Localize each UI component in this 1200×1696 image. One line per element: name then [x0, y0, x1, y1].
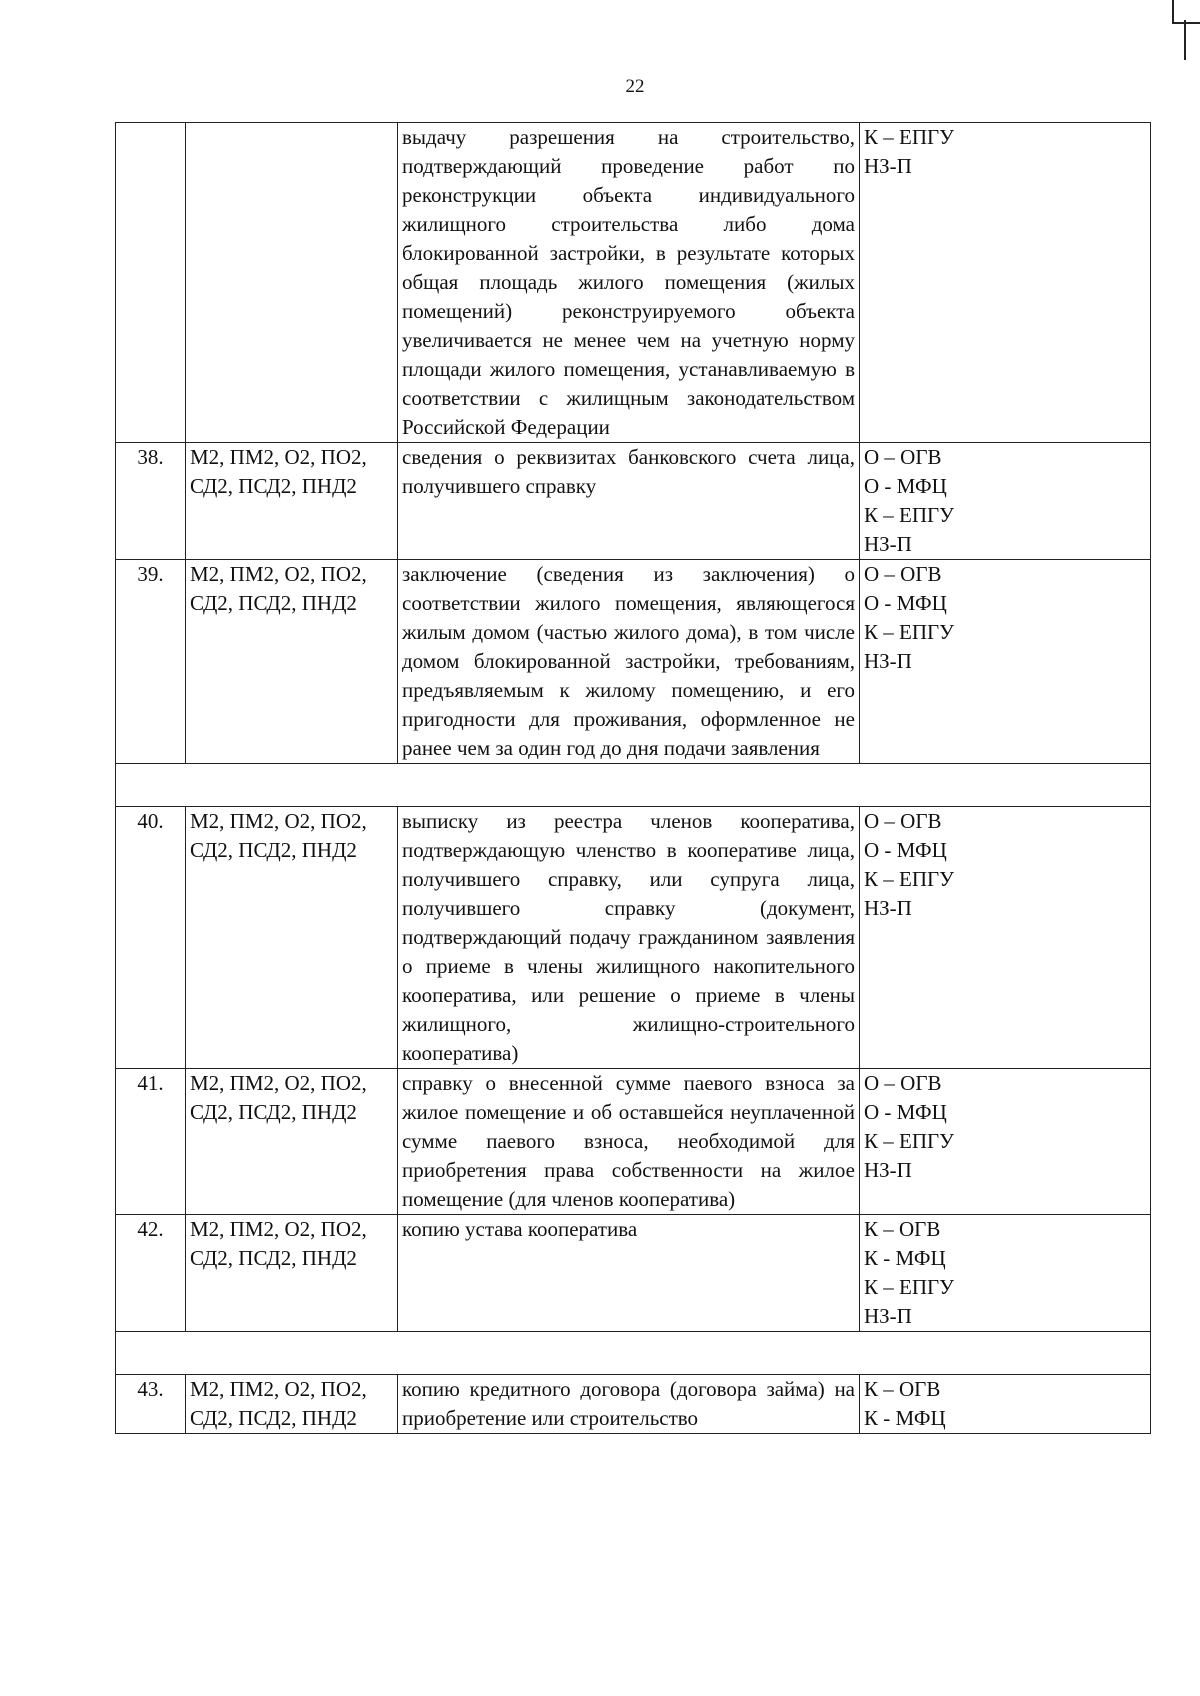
source-code: К – ЕПГУ	[864, 867, 955, 891]
row-sources	[860, 123, 1151, 443]
row-categories: М2, ПМ2, О2, ПО2, СД2, ПСД2, ПНД2	[186, 807, 398, 1069]
source-code: О - МФЦ	[864, 1100, 947, 1124]
row-number: 41.	[116, 1069, 186, 1215]
row-sources	[860, 1375, 1151, 1434]
source-code: НЗ-П	[864, 649, 912, 673]
row-categories: М2, ПМ2, О2, ПО2, СД2, ПСД2, ПНД2	[186, 1069, 398, 1215]
row-number: 39.	[116, 560, 186, 764]
source-code: К – ОГВ	[864, 1217, 941, 1241]
row-number	[116, 123, 186, 443]
row-document-description: выписку из реестра членов кооператива, подтверждающую членство в кооперативе лица, получившего справку, или супруга лица, получившего справку (документ, подтверждающий подачу гражданином заявления о приеме в члены жилищного накопительного кооператива, или решение о приеме в члены жилищного, жилищно-строительного кооператива)	[398, 807, 860, 1069]
row-categories: М2, ПМ2, О2, ПО2, СД2, ПСД2, ПНД2	[186, 1215, 398, 1332]
source-code: К – ЕПГУ	[864, 1129, 955, 1153]
source-code: НЗ-П	[864, 896, 912, 920]
source-code: К – ЕПГУ	[864, 503, 955, 527]
spacer-cell	[116, 764, 1151, 807]
source-code: К – ЕПГУ	[864, 1275, 955, 1299]
row-document-description: копию кредитного договора (договора займа) на приобретение или строительство	[398, 1375, 860, 1434]
row-number: 40.	[116, 807, 186, 1069]
source-code: О – ОГВ	[864, 562, 942, 586]
source-code: О - МФЦ	[864, 474, 947, 498]
table-spacer-row	[116, 1332, 1151, 1375]
source-code: НЗ-П	[864, 154, 912, 178]
row-sources	[860, 560, 1151, 764]
row-sources	[860, 1069, 1151, 1215]
table-spacer-row	[116, 764, 1151, 807]
row-categories: М2, ПМ2, О2, ПО2, СД2, ПСД2, ПНД2	[186, 1375, 398, 1434]
row-sources	[860, 807, 1151, 1069]
row-sources	[860, 1215, 1151, 1332]
table-row	[116, 1215, 1151, 1332]
table-row	[116, 123, 1151, 443]
source-code: К - МФЦ	[864, 1246, 946, 1270]
source-code: НЗ-П	[864, 1158, 912, 1182]
source-code: НЗ-П	[864, 1304, 912, 1328]
source-code: О – ОГВ	[864, 1071, 942, 1095]
source-code: К - МФЦ	[864, 1406, 946, 1430]
row-document-description: заключение (сведения из заключения) о соответствии жилого помещения, являющегося жилым домом (частью жилого дома), в том числе домом блокированной застройки, требованиям, предъявляемым к жилому помещению, и его пригодности для проживания, оформленное не ранее чем за один год до дня подачи заявления	[398, 560, 860, 764]
row-number: 38.	[116, 443, 186, 560]
source-code: О - МФЦ	[864, 838, 947, 862]
source-code: О – ОГВ	[864, 809, 942, 833]
page-number: 22	[625, 76, 645, 97]
source-code: К – ОГВ	[864, 1377, 941, 1401]
table-row	[116, 1069, 1151, 1215]
table-row	[116, 807, 1151, 1069]
table-row	[116, 560, 1151, 764]
source-code: К – ЕПГУ	[864, 125, 955, 149]
row-categories	[186, 123, 398, 443]
source-code: НЗ-П	[864, 532, 912, 556]
row-sources	[860, 443, 1151, 560]
row-document-description: выдачу разрешения на строительство, подтверждающий проведение работ по реконструкции объекта индивидуального жилищного строительства либо дома блокированной застройки, в результате которых общая площадь жилого помещения (жилых помещений) реконструируемого объекта увеличивается не менее чем на учетную норму площади жилого помещения, устанавливаемую в соответствии с жилищным законодательством Российской Федерации	[398, 123, 860, 443]
source-code: О - МФЦ	[864, 591, 947, 615]
source-code: К – ЕПГУ	[864, 620, 955, 644]
row-number: 42.	[116, 1215, 186, 1332]
row-categories: М2, ПМ2, О2, ПО2, СД2, ПСД2, ПНД2	[186, 443, 398, 560]
table-row	[116, 443, 1151, 560]
row-document-description: сведения о реквизитах банковского счета лица, получившего справку	[398, 443, 860, 560]
row-number: 43.	[116, 1375, 186, 1434]
row-document-description: копию устава кооператива	[398, 1215, 860, 1332]
documents-table	[115, 122, 1151, 1434]
page-corner-mark	[1172, 0, 1200, 24]
documents-table-body	[116, 123, 1151, 1434]
spacer-cell	[116, 1332, 1151, 1375]
row-document-description: справку о внесенной сумме паевого взноса за жилое помещение и об оставшейся неуплаченной сумме паевого взноса, необходимой для приобретения права собственности на жилое помещение (для членов кооператива)	[398, 1069, 860, 1215]
source-code: О – ОГВ	[864, 445, 942, 469]
row-categories: М2, ПМ2, О2, ПО2, СД2, ПСД2, ПНД2	[186, 560, 398, 764]
table-row	[116, 1375, 1151, 1434]
